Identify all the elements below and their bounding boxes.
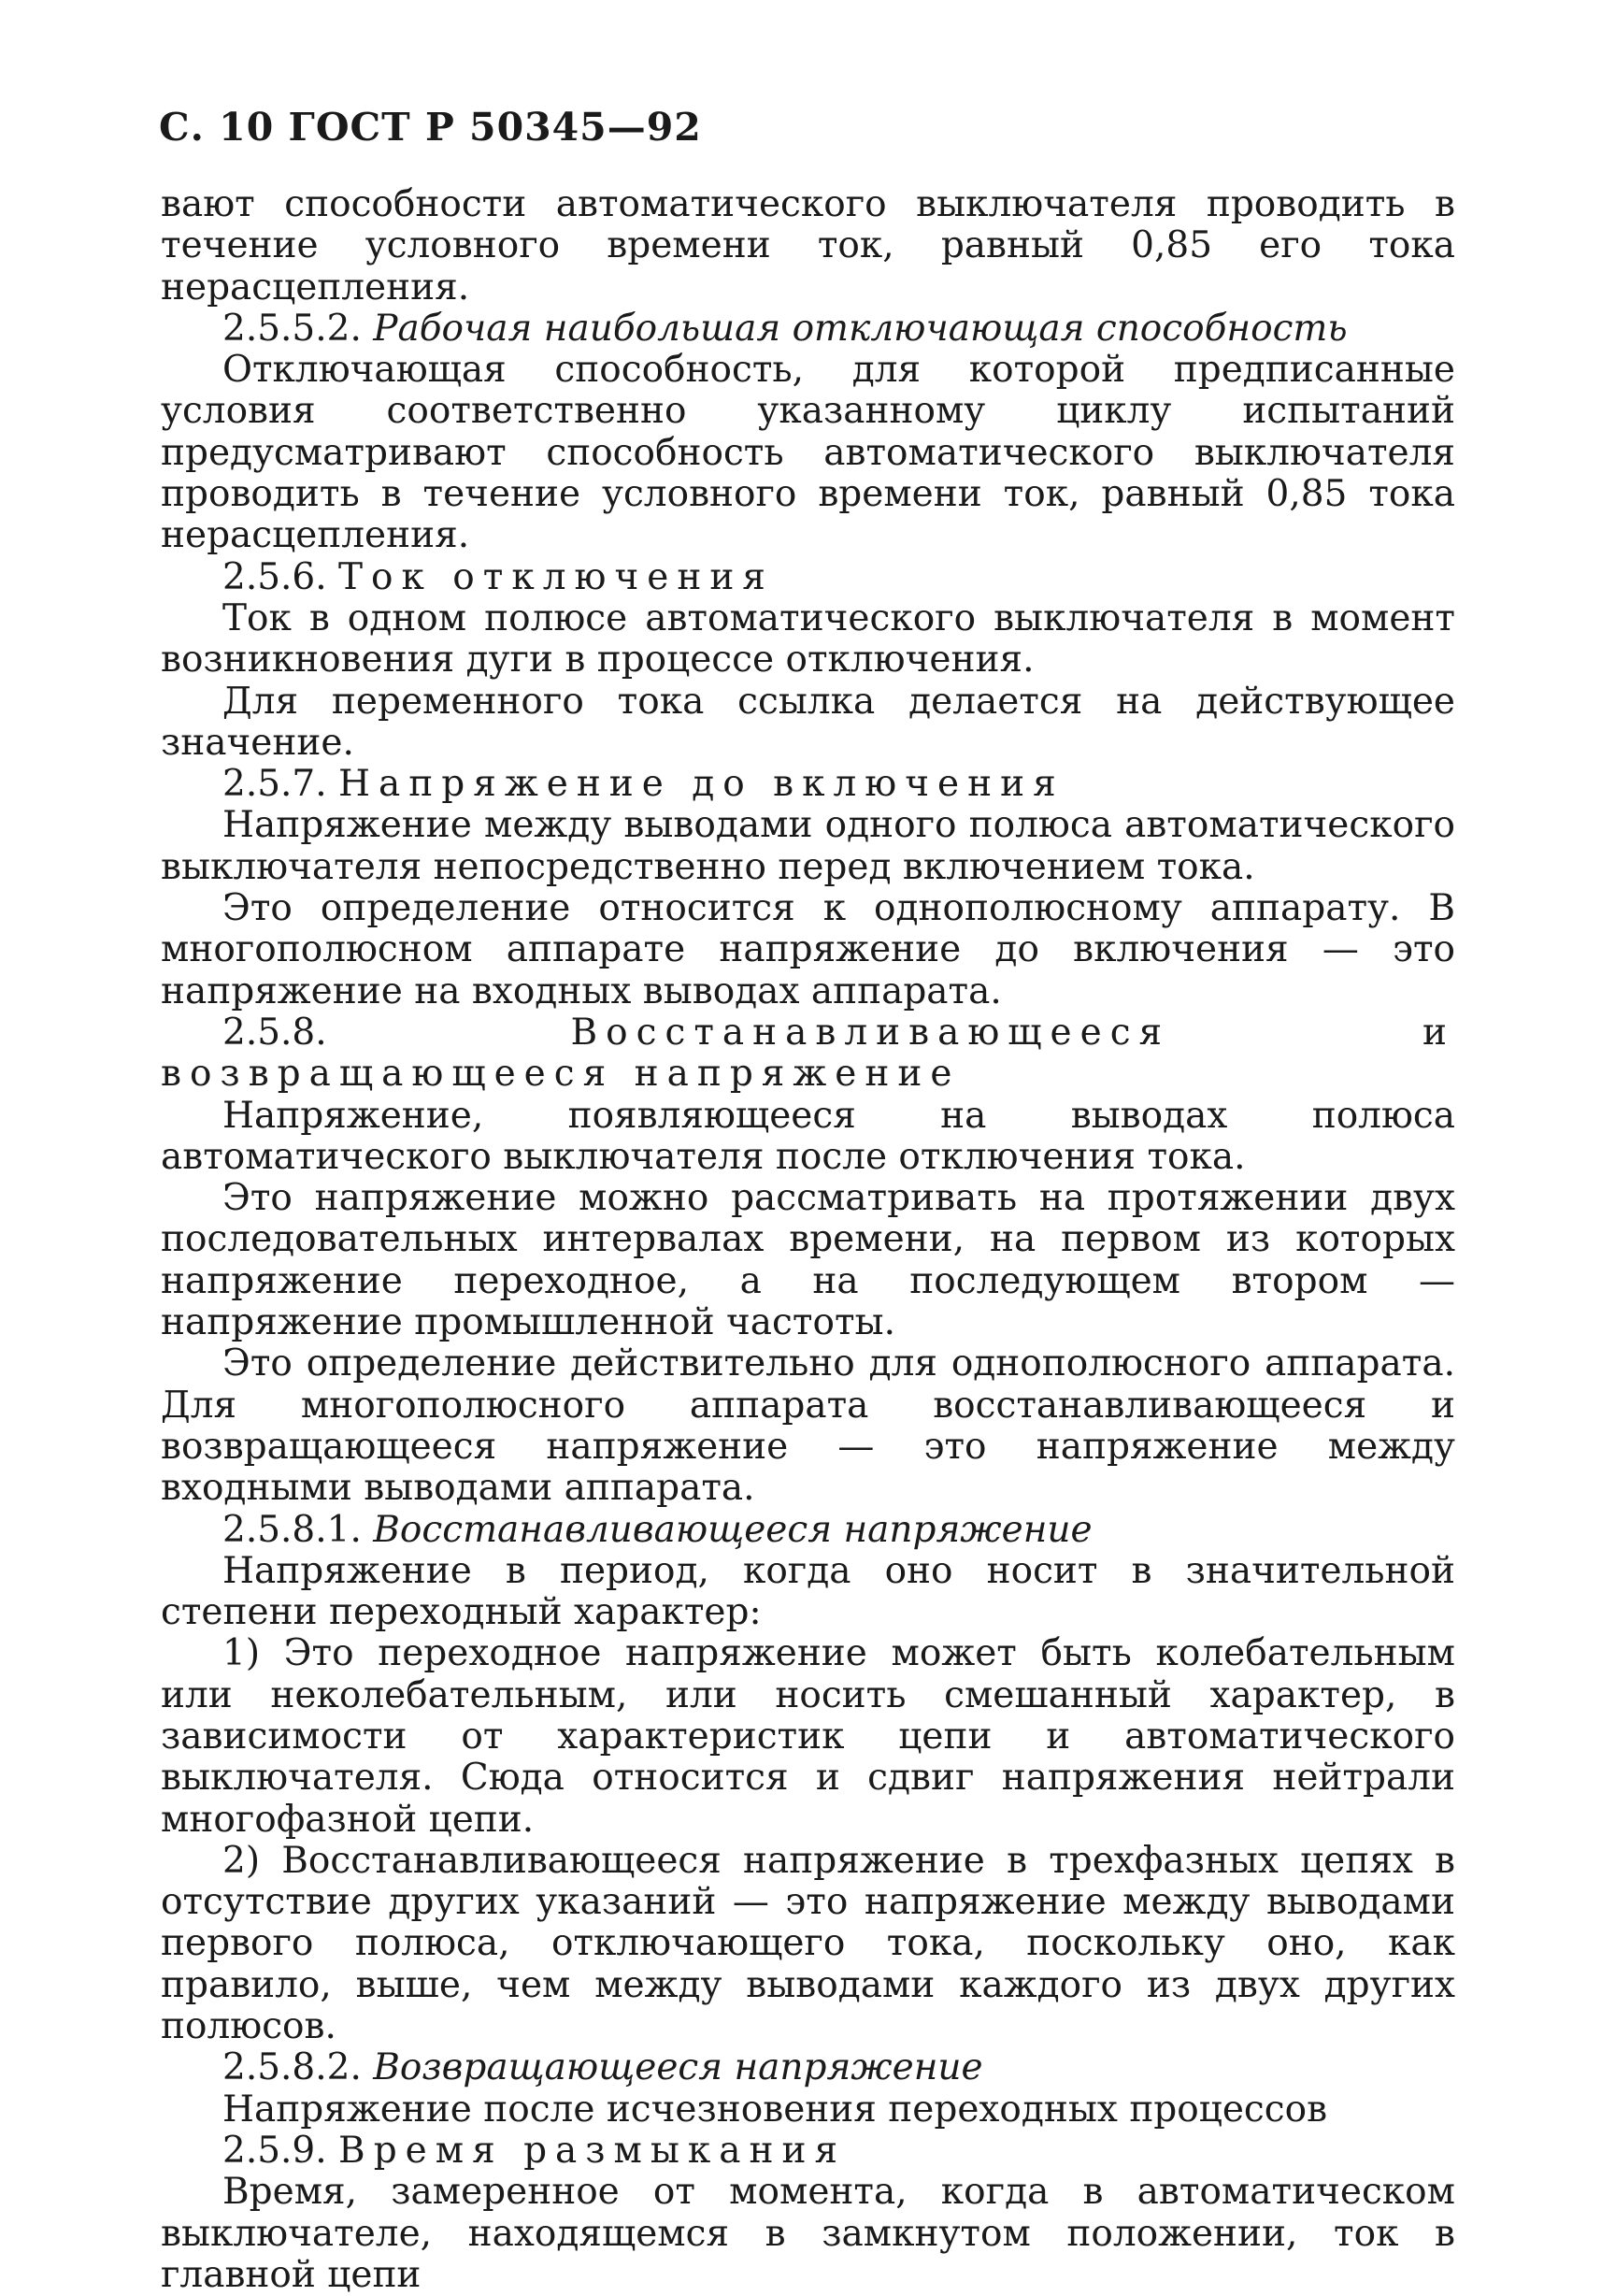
section-title: Рабочая наибольшая отключающая способность [373,307,1348,350]
section-title: Возвращающееся напряжение [373,2046,983,2089]
paragraph-continuation: вают способности автоматического выключателя проводить в течение условного времени ток, равный 0,85 его тока нерасцепления. [161,183,1455,309]
section-number: 2.5.8. [222,1011,571,1054]
section-number: 2.5.7. [222,763,339,806]
section-number: 2.5.8.1. [222,1508,374,1551]
paragraph: Это определение действительно для однополюсного аппарата. Для многополюсного аппарата восстанавливающееся и возвращающееся напряжение — это напряжение между входными выводами аппарата. [161,1342,1455,1510]
section-number: 2.5.8.2. [222,2046,374,2089]
section-number: 2.5.6. [222,555,339,598]
paragraph: Ток в одном полюсе автоматического выключателя в момент возникновения дуги в процессе отключения. [161,596,1455,682]
paragraph: Напряжение в период, когда оно носит в значительной степени переходный характер: [161,1549,1455,1634]
section-heading-2-5-8-1 [161,1510,1455,1551]
section-heading-2-5-8 [161,1012,1455,1096]
section-title: Напряжение до включения [338,763,1065,806]
list-item-2: 2) Восстанавливающееся напряжение в трехфазных цепях в отсутствие других указаний — это напряжение между выводами первого полюса, отключающего тока, поскольку оно, как правило, выше, чем между выводами каждого из двух других полюсов. [161,1839,1455,2048]
paragraph: Это определение относится к однополюсному аппарату. В многополюсном аппарате напряжение до включения — это напряжение на входных выводах аппарата. [161,887,1455,1012]
list-item-1: 1) Это переходное напряжение может быть колебательным или неколебательным, или носить смешанный характер, в зависимости от характеристик цепи и автоматического выключателя. Сюда относится и сдвиг напряжения нейтрали многофазной цепи. [161,1632,1455,1841]
page-header: С. 10 ГОСТ Р 50345—92 [159,105,702,150]
paragraph: Это напряжение можно рассматривать на протяжении двух последовательных интервалах времени, на первом из которых напряжение переходное, а на последующем втором — напряжение промышленной частоты. [161,1177,1455,1344]
section-title: Время размыкания [338,2129,847,2172]
section-heading-2-5-8-2 [161,2047,1455,2088]
section-title: Ток отключения [338,555,774,598]
section-heading-2-5-5-2 [161,309,1455,350]
paragraph: Напряжение между выводами одного полюса автоматического выключателя непосредственно перед включением тока. [161,804,1455,888]
section-number: 2.5.9. [222,2129,339,2172]
document-body [161,184,1455,2296]
section-heading-2-5-6 [161,557,1455,598]
section-heading-2-5-7 [161,764,1455,805]
paragraph: Напряжение, появляющееся на выводах полюса автоматического выключателя после отключения тока. [161,1094,1455,1178]
section-title: Восстанавливающееся и возвращающееся напряжение [161,1011,1455,1096]
paragraph: Напряжение после исчезновения переходных процессов [222,2088,1328,2131]
paragraph: Время, замеренное от момента, когда в автоматическом выключателе, находящемся в замкнутом положении, ток в главной цепи [161,2171,1455,2296]
paragraph: Для переменного тока ссылка делается на действующее значение. [161,680,1455,764]
section-title: Восстанавливающееся напряжение [373,1508,1093,1551]
paragraph: Отключающая способность, для которой предписанные условия соответственно указанному циклу испытаний предусматривают способность автоматического выключателя проводить в течение условного времени ток, равный 0,85 тока нерасцепления. [161,349,1455,557]
section-heading-2-5-9 [161,2131,1455,2172]
section-number: 2.5.5.2. [222,307,374,350]
